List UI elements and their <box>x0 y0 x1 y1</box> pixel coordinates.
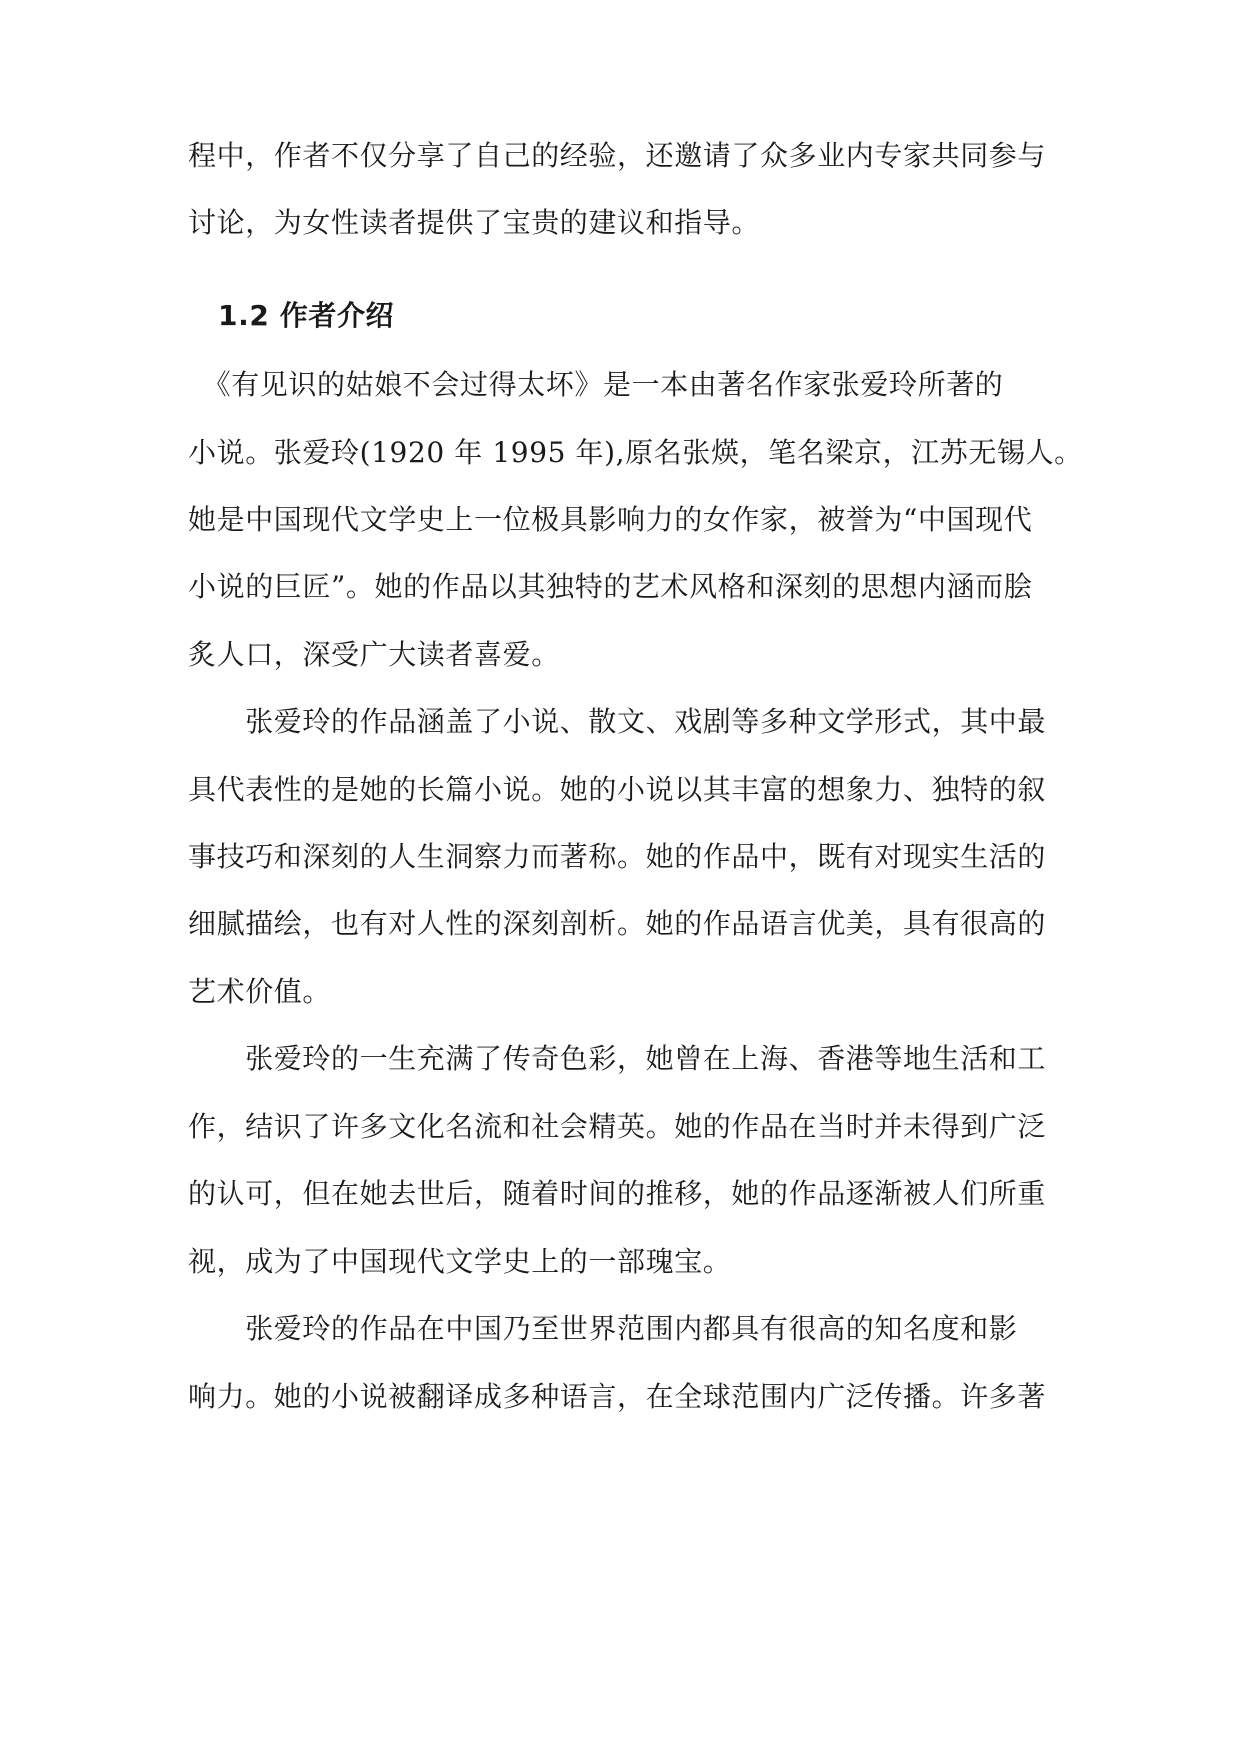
text-line: 小说。张爱玲(1920 年 1995 年),原名张煐，笔名梁京，江苏无锡人。 <box>188 436 1083 469</box>
text-line: 张爱玲的作品在中国乃至世界范围内都具有很高的知名度和影 <box>188 1312 1018 1345</box>
text-line: 讨论，为女性读者提供了宝贵的建议和指导。 <box>188 206 761 239</box>
text-line: 艺术价值。 <box>188 975 332 1008</box>
text-line: 具代表性的是她的长篇小说。她的小说以其丰富的想象力、独特的叙 <box>188 773 1047 806</box>
text-line: 小说的巨匠”。她的作品以其独特的艺术风格和深刻的思想内涵而脍 <box>188 570 1033 603</box>
text-line: 张爱玲的作品涵盖了小说、散文、戏剧等多种文学形式，其中最 <box>188 705 1047 738</box>
text-line: 她是中国现代文学史上一位极具影响力的女作家，被誉为“中国现代 <box>188 503 1033 536</box>
text-line: 视，成为了中国现代文学史上的一部瑰宝。 <box>188 1245 732 1278</box>
text-line: 《有见识的姑娘不会过得太坏》是一本由著名作家张爱玲所著的 <box>188 368 1004 401</box>
text-line: 响力。她的小说被翻译成多种语言，在全球范围内广泛传播。许多著 <box>188 1380 1047 1413</box>
text-line: 程中，作者不仅分享了自己的经验，还邀请了众多业内专家共同参与 <box>188 139 1047 172</box>
text-line: 炙人口，深受广大读者喜爱。 <box>188 638 560 671</box>
text-line: 作，结识了许多文化名流和社会精英。她的作品在当时并未得到广泛 <box>188 1110 1047 1143</box>
text-line: 的认可，但在她去世后，随着时间的推移，她的作品逐渐被人们所重 <box>188 1177 1047 1210</box>
section-heading: 1.2 作者介绍 <box>218 299 395 332</box>
text-line: 张爱玲的一生充满了传奇色彩，她曾在上海、香港等地生活和工 <box>188 1042 1047 1075</box>
text-line: 细腻描绘，也有对人性的深刻剖析。她的作品语言优美，具有很高的 <box>188 907 1047 940</box>
text-line: 事技巧和深刻的人生洞察力而著称。她的作品中，既有对现实生活的 <box>188 840 1047 873</box>
